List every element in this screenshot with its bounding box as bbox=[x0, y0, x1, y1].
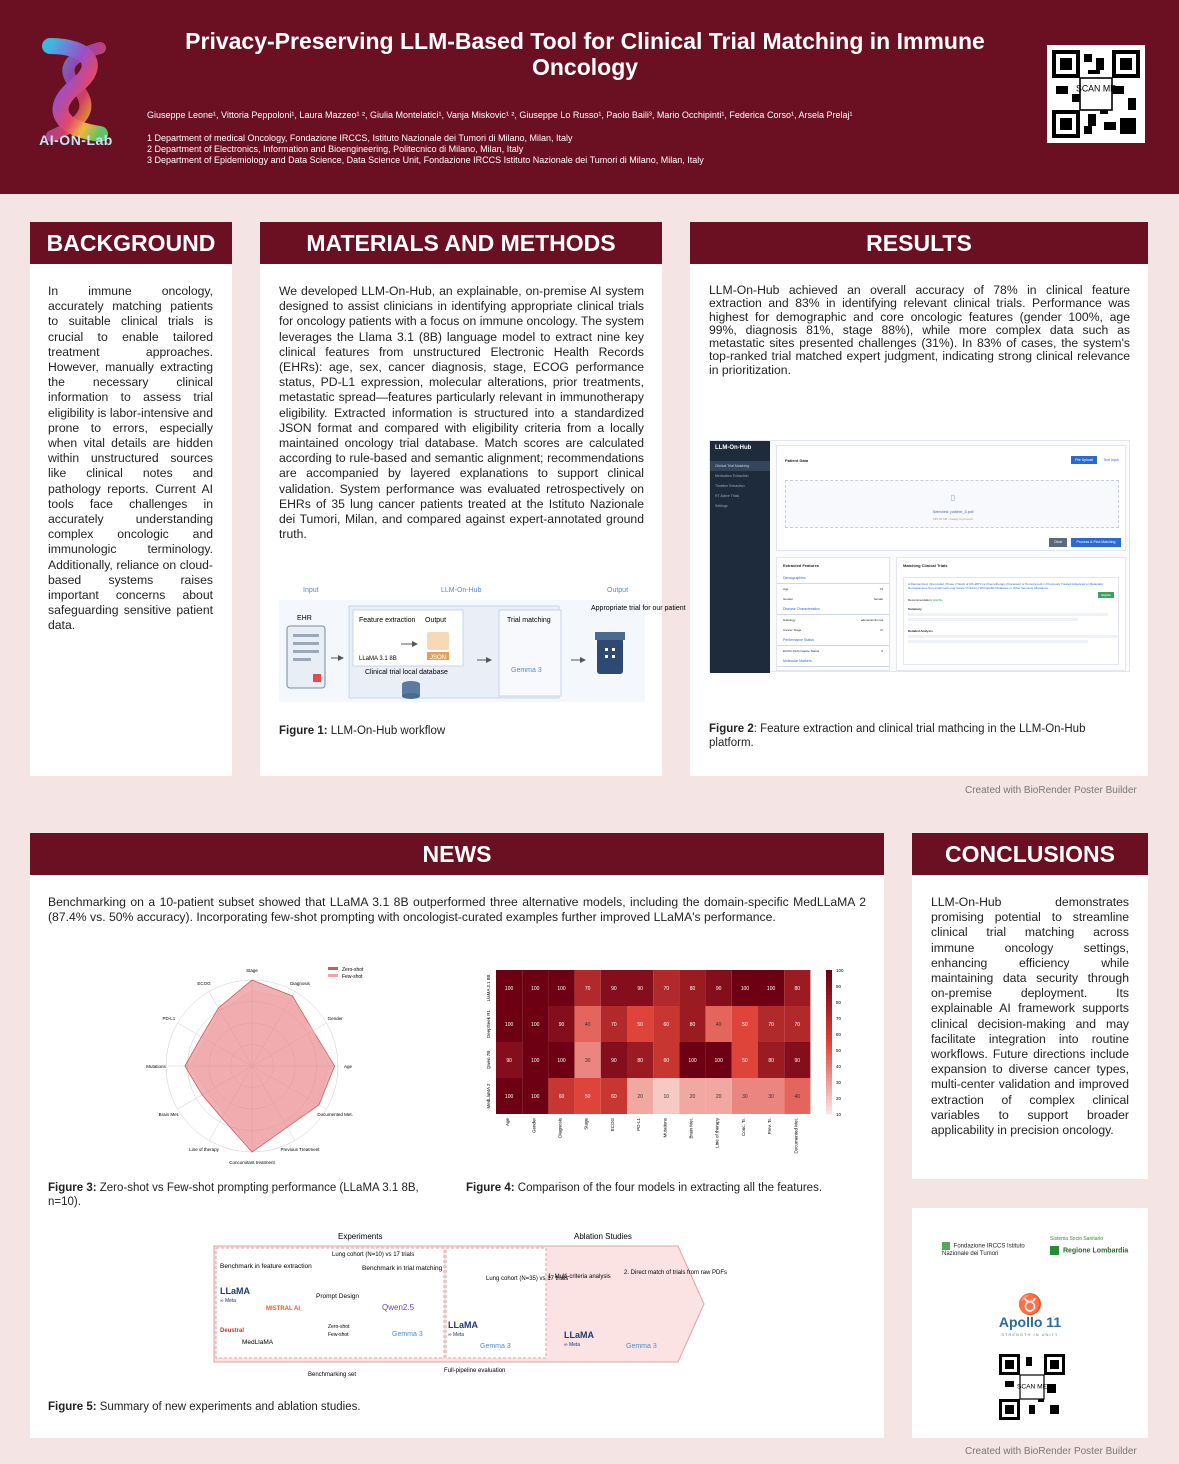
figure2-label: Figure 2 bbox=[709, 723, 754, 735]
workflow-hub-label: LLM-On-Hub bbox=[441, 587, 482, 594]
colorbar-segment bbox=[826, 1010, 832, 1014]
heatmap-cell-label: 100 bbox=[740, 986, 750, 992]
heatmap-column-label: Age bbox=[505, 1118, 511, 1127]
deustral-label: Deustral bbox=[220, 1328, 245, 1334]
heatmap-column-label: Conc. Tr. bbox=[740, 1118, 746, 1137]
meta-label-2: ∞ Meta bbox=[448, 1332, 465, 1338]
radar-axis-label: Mutations bbox=[146, 1064, 166, 1069]
pipeline-label: Full-pipeline evaluation bbox=[444, 1368, 506, 1374]
colorbar-segment bbox=[826, 1056, 832, 1060]
heatmap-row-label: MedLlaMA 2 bbox=[486, 1083, 491, 1109]
feature-key: Gender bbox=[783, 597, 794, 601]
heatmap-column-label: Line of therapy bbox=[714, 1118, 720, 1148]
colorbar-segment bbox=[826, 1013, 832, 1017]
colorbar-segment bbox=[826, 1085, 832, 1089]
affiliations bbox=[147, 133, 1027, 166]
feature-key: ECOG Performance Status bbox=[783, 649, 820, 653]
app-nav-item[interactable]: Timeline Extraction bbox=[715, 484, 745, 488]
methods-text: We developed LLM-On-Hub, an explainable, on-premise AI system designed to assist clinicians in identifying appropriate clinical trials for oncology patients with a focus on immune oncology. The system leverages the Llama 3.1 (8B) language model to extract nine key clinical features from unstructured Electronic Health Records (EHRs): age, sex, cancer diagnosis, stage, ECOG performance status, PD-L1 expression, molecular alterations, prior treatments, metastatic spread—features particularly relevant in immunotherapy eligibility. Extracted information is structured into a standardized JSON format and compared with eligibility criteria from a locally maintained oncology trial database. Match scores are calculated according to rule-based and semantic alignment; recommendations are accompanied by layered explanations to support clinical validation. System performance was evaluated retrospectively on EHRs of 35 lung cancer patients treated at the Istituto Nazionale dei Tumori, Milan, and compared against expert-annotated ground truth. bbox=[279, 284, 644, 542]
heatmap-cells bbox=[496, 970, 810, 1114]
heatmap-cell-label: 90 bbox=[611, 1058, 617, 1064]
app-sidebar bbox=[710, 441, 770, 673]
colorbar-tick-label: 30 bbox=[836, 1080, 842, 1085]
colorbar-segment bbox=[826, 1028, 832, 1032]
heatmap-cell-label: 50 bbox=[742, 1022, 748, 1028]
colorbar-tick-label: 20 bbox=[836, 1096, 842, 1101]
colorbar-segment bbox=[826, 1103, 832, 1107]
app-nav-item[interactable]: RT Active Trials bbox=[715, 494, 740, 498]
demographics-header: Demographics bbox=[777, 573, 889, 584]
heatmap-cell-label: 50 bbox=[637, 1022, 643, 1028]
recommendation-key: Recommendation: bbox=[908, 598, 933, 602]
colorbar-segment bbox=[826, 1082, 832, 1086]
workflow-db-label: Clinical trial local database bbox=[365, 669, 448, 676]
affiliation-2: 2 Department of Electronics, Information and Bioengineering, Politecnico di Milano, Milan, Italy bbox=[147, 144, 524, 154]
colorbar-segment bbox=[826, 1020, 832, 1024]
heatmap-cell-label: 90 bbox=[637, 986, 643, 992]
text-input-tab[interactable]: Text Input bbox=[1103, 458, 1119, 462]
figure2-caption bbox=[709, 722, 1130, 750]
results-text: LLM-On-Hub achieved an overall accuracy of 78% in clinical feature extraction and 83% in identifying relevant clinical trials. Performance was highest for demographic and core oncologic features (gender 100%, age 99%, diagnosis 81%, stage 88%), while more complex data such as metastatic sites presented challenges (31%). In 83% of cases, the system's top-ranked trial matched expert judgment, indicating strong clinical relevance in prioritization. bbox=[709, 283, 1130, 377]
heatmap-cell-label: 100 bbox=[531, 1058, 540, 1064]
heatmap-cell-label: 100 bbox=[531, 986, 540, 992]
radar-axis-label: Line of therapy bbox=[189, 1147, 219, 1153]
radar-series-polygon bbox=[190, 990, 329, 1147]
figure1-caption bbox=[279, 724, 644, 738]
medication-icon bbox=[595, 632, 625, 674]
colorbar-segment bbox=[826, 1042, 832, 1046]
regione-logo bbox=[1050, 1246, 1128, 1255]
lungs-icon: ♉ bbox=[1017, 1294, 1043, 1316]
heatmap-cell-label: 70 bbox=[611, 1022, 617, 1028]
regione-icon bbox=[1050, 1246, 1059, 1255]
background-heading: BACKGROUND bbox=[30, 222, 232, 264]
app-nav-item[interactable]: Medication Extraction bbox=[715, 474, 749, 478]
colorbar-segment bbox=[826, 1024, 832, 1028]
background-text: In immune oncology, accurately matching patients to suitable clinical trials is crucial to enable tailored treatment approaches. However, manually extracting the necessary clinical information to assess trial eligibility is labor-intensive and prone to errors, especially when vital details are hidden within unstructured sources like clinical notes and pathology reports. Current AI tools face challenges in accurately understanding complex oncologic and immunologic terminology. Additionally, reliance on cloud-based systems raises important concerns about safeguarding sensitive patient data. bbox=[48, 284, 213, 633]
meta-label-3: ∞ Meta bbox=[564, 1342, 581, 1348]
heatmap-cell-label: 90 bbox=[506, 1058, 512, 1064]
colorbar-segment bbox=[826, 970, 832, 974]
heatmap-cell-label: 100 bbox=[504, 1022, 514, 1028]
feature-value: IV bbox=[880, 628, 883, 632]
feature-key: Age bbox=[783, 587, 789, 591]
colorbar-tick-label: 10 bbox=[836, 1112, 842, 1117]
feature-row bbox=[777, 615, 889, 625]
figure5-caption bbox=[48, 1400, 866, 1414]
gemma-label-1: Gemma 3 bbox=[392, 1331, 423, 1338]
radar-axis-label: Stage bbox=[246, 968, 258, 973]
database-icon bbox=[402, 681, 420, 699]
ehr-icon bbox=[287, 626, 325, 688]
heatmap-cell-label: 80 bbox=[689, 986, 696, 992]
workflow-appropriate-label bbox=[591, 605, 686, 612]
colorbar-segment bbox=[826, 1089, 832, 1093]
heatmap-cell-label: 50 bbox=[584, 1094, 591, 1100]
direct-match-label: 2. Direct match of trials from raw PDFs bbox=[624, 1270, 728, 1276]
appropriate-trial-text: Appropriate trial for our patient bbox=[591, 605, 686, 612]
recommendation-label bbox=[908, 598, 1114, 602]
feature-extraction-text: Feature extraction bbox=[359, 617, 416, 624]
disease-header: Disease Characteristics bbox=[777, 604, 889, 615]
qr-code-bottom[interactable] bbox=[999, 1354, 1065, 1420]
heatmap-cell-label: 90 bbox=[715, 986, 722, 992]
file-upload-tab[interactable]: File Upload bbox=[1071, 456, 1097, 464]
heatmap-cell-label: 100 bbox=[504, 1094, 514, 1100]
biorender-credit-top: Created with BioRender Poster Builder bbox=[965, 785, 1137, 796]
qwen-label: Qwen2.5 bbox=[382, 1303, 415, 1312]
heatmap-cell-label: 20 bbox=[637, 1094, 643, 1100]
feature-key: Histology bbox=[783, 618, 796, 622]
heatmap-cell-label: 100 bbox=[531, 1022, 540, 1028]
heatmap-cell-label: 40 bbox=[794, 1094, 801, 1100]
feature-value: 0 bbox=[881, 649, 883, 653]
extracted-features-title: Extracted Features bbox=[783, 563, 820, 568]
lung35-label: Lung cohort (N=35) vs 17 trials bbox=[486, 1276, 569, 1282]
colorbar-tick-label: 70 bbox=[836, 1016, 842, 1021]
heatmap-column-label: Documented Met. bbox=[793, 1118, 799, 1154]
figure4-caption bbox=[466, 1181, 866, 1195]
colorbar-segment bbox=[826, 1107, 832, 1111]
lung10-label: Lung cohort (N=10) vs 17 trials bbox=[332, 1252, 415, 1258]
benchmarking-set-label: Benchmarking set bbox=[308, 1372, 357, 1378]
heatmap-cell-label: 70 bbox=[794, 1022, 801, 1028]
colorbar-segment bbox=[826, 1074, 832, 1078]
feature-row bbox=[777, 584, 889, 594]
qr-code-bottom-icon bbox=[999, 1354, 1065, 1420]
prompt-label: Prompt Design bbox=[316, 1293, 359, 1300]
heatmap-row-label: Qwen 7B bbox=[486, 1050, 491, 1070]
methods-heading: MATERIALS AND METHODS bbox=[260, 222, 662, 264]
qr-scan-label: SCAN ME bbox=[1075, 83, 1117, 94]
matching-trials-title: Matching Clinical Trials bbox=[903, 563, 948, 568]
colorbar-segment bbox=[826, 1096, 832, 1100]
extracted-features-card bbox=[776, 557, 890, 671]
patient-data-title: Patient Data bbox=[785, 458, 809, 463]
heatmap-cell-label: 30 bbox=[584, 1058, 591, 1064]
workflow-feature-label bbox=[359, 617, 416, 624]
figure5-text: Summary of new experiments and ablation studies. bbox=[96, 1401, 361, 1413]
eligible-badge: Eligible bbox=[1098, 592, 1114, 598]
heatmap-cell-label: 30 bbox=[742, 1094, 748, 1100]
feature-value: adenocarcinoma bbox=[860, 618, 883, 622]
experiments-figure bbox=[212, 1230, 728, 1380]
heatmap-column-label: Mutations bbox=[662, 1118, 668, 1138]
app-brand: LLM-On-Hub bbox=[715, 445, 752, 451]
experiments-title: Experiments bbox=[338, 1232, 383, 1241]
figure2-text: : Feature extraction and clinical trial mathcing in the LLM-On-Hub platform. bbox=[709, 723, 1086, 749]
news-heading: NEWS bbox=[30, 833, 884, 875]
feature-row bbox=[777, 594, 889, 604]
legend-swatch-zero-shot bbox=[328, 967, 338, 970]
colorbar-segment bbox=[826, 977, 832, 981]
app-nav-item[interactable]: Clinical Trial Matching bbox=[710, 461, 770, 471]
colorbar-segment bbox=[826, 1053, 832, 1057]
colorbar-segment bbox=[826, 1078, 832, 1082]
heatmap-column-label: Prev. Tr. bbox=[767, 1118, 773, 1135]
figure3-caption bbox=[48, 1181, 448, 1209]
json-icon bbox=[427, 632, 449, 650]
heatmap-cell-label: 20 bbox=[715, 1094, 722, 1100]
heatmap-cell-label: 10 bbox=[663, 1094, 670, 1100]
feature-row bbox=[777, 625, 889, 635]
fondazione-text: Fondazione IRCCS Istituto Nazionale dei Tumori bbox=[942, 1243, 1025, 1257]
trial-title: A Randomized, Open-label, Phase 3 Study of MK-2870 vs Chemotherapy (Docetaxel or Pemetrexed) in Previously Treated Advanced or Metastatic Nonsquamous Non-small Cell Lung Cancer (NSCLC) With EGFR Mutations or Other Genomic Alterations bbox=[908, 582, 1104, 590]
legend-few-shot: Few-shot bbox=[342, 974, 363, 980]
colorbar-segment bbox=[826, 981, 832, 985]
apollo-logo: Apollo 11 bbox=[998, 1314, 1062, 1330]
colorbar-tick-label: 90 bbox=[836, 984, 842, 989]
colorbar-segment bbox=[826, 974, 832, 978]
colorbar-segment bbox=[826, 992, 832, 996]
gemma-label-2: Gemma 3 bbox=[480, 1343, 511, 1350]
radar-axis-label: PD-L1 bbox=[162, 1016, 176, 1021]
heatmap-column-label: Brain Met. bbox=[688, 1118, 694, 1139]
app-nav-item[interactable]: Settings bbox=[715, 504, 728, 508]
radar-axis-label: ECOG bbox=[197, 980, 211, 986]
colorbar-segment bbox=[826, 1049, 832, 1053]
qr-code-icon bbox=[1052, 50, 1140, 138]
logos-panel bbox=[912, 1208, 1148, 1438]
colorbar-segment bbox=[826, 1017, 832, 1021]
heatmap-chart bbox=[480, 966, 850, 1176]
colorbar-segment bbox=[826, 1071, 832, 1075]
radar-series bbox=[185, 980, 335, 1152]
file-icon: ▯ bbox=[950, 493, 956, 502]
feature-row bbox=[777, 646, 889, 656]
colorbar-segment bbox=[826, 1035, 832, 1039]
heatmap-row-label: DeepSeek R1 bbox=[486, 1009, 491, 1039]
figure3-text: Zero-shot vs Few-shot prompting performance (LLaMA 3.1 8B, n=10). bbox=[48, 1182, 419, 1208]
colorbar-segment bbox=[826, 1100, 832, 1104]
workflow-json-label: JSON bbox=[429, 655, 447, 661]
fondazione-icon bbox=[942, 1242, 950, 1250]
heatmap-cell-label: 80 bbox=[637, 1058, 643, 1064]
heatmap-cell-label: 90 bbox=[611, 986, 617, 992]
feature-value: 73 bbox=[879, 587, 883, 591]
colorbar-tick-label: 50 bbox=[836, 1048, 842, 1053]
legend-zero-shot: Zero-shot bbox=[342, 967, 364, 973]
news-text: Benchmarking on a 10-patient subset showed that LLaMA 3.1 8B outperformed three alternative models, including the domain-specific MedLLaMA 2 (87.4% vs. 50% accuracy). Incorporating few-shot prompting with oncologist-curated examples further improved LLaMA's performance. bbox=[48, 895, 866, 925]
heatmap-cell-label: 100 bbox=[557, 986, 566, 992]
colorbar-segment bbox=[826, 984, 832, 988]
workflow-llama-label: LLaMA 3.1 8B bbox=[359, 656, 397, 662]
patient-data-card bbox=[776, 445, 1126, 551]
poster-header bbox=[0, 0, 1179, 194]
heatmap-row-label: LlaMA 3.1 8B bbox=[486, 974, 491, 1002]
medllama-label: MedLlaMA bbox=[242, 1339, 274, 1346]
heatmap-cell-label: 30 bbox=[768, 1094, 774, 1100]
radar-axis-label: Brain Met. bbox=[158, 1112, 180, 1117]
colorbar-segment bbox=[826, 1031, 832, 1035]
feature-value: female bbox=[873, 597, 883, 601]
multi-criteria-label: 1. Multi-criteria analysis bbox=[548, 1274, 611, 1280]
figure5-label: Figure 5: bbox=[48, 1401, 97, 1413]
conclusions-heading: CONCLUSIONS bbox=[912, 833, 1148, 875]
selected-file: Selected: patient_5.pdf bbox=[932, 509, 974, 514]
heatmap-column-labels bbox=[505, 1117, 798, 1153]
process-button[interactable]: Process & Find Matching bbox=[1071, 538, 1121, 547]
detailed-label: Detailed Analysis bbox=[908, 629, 933, 633]
heatmap-cell-label: 70 bbox=[584, 986, 591, 992]
colorbar-segment bbox=[826, 1067, 832, 1071]
colorbar-segment bbox=[826, 1060, 832, 1064]
heatmap-cell-label: 100 bbox=[714, 1058, 723, 1064]
conclusions-text: LLM-On-Hub demonstrates promising potential to streamline clinical trial matching across immune oncology settings, enhancing efficiency while maintaining data security through on-premise deployment. Its explainable AI framework supports clinical decision-making and may facilitate integration into routine workflows. Future directions include expansion to diverse cancer types, multi-center validation and improved extraction of complex clinical variables to support broader applicability in precision oncology. bbox=[931, 895, 1129, 1138]
poster-title: Privacy-Preserving LLM-Based Tool for Clinical Trial Matching in Immune Oncology bbox=[185, 28, 985, 80]
bench-feature-label: Benchmark in feature extraction bbox=[220, 1263, 312, 1270]
zero-shot-label: Zero-shot bbox=[328, 1324, 350, 1330]
feature-key: Cancer Stage bbox=[783, 628, 802, 632]
heatmap-cell-label: 70 bbox=[768, 1022, 774, 1028]
legend-swatch-few-shot bbox=[328, 974, 338, 977]
matching-trials-card bbox=[896, 557, 1126, 671]
radar-axis-label: Diagnosis bbox=[290, 980, 310, 986]
mistral-label: MISTRAL AI_ bbox=[266, 1306, 304, 1312]
clear-button[interactable]: Clear bbox=[1049, 538, 1067, 547]
workflow-figure bbox=[279, 580, 686, 706]
radar-axis-label: Gender bbox=[327, 1016, 343, 1021]
fondazione-logo bbox=[942, 1242, 1032, 1258]
workflow-matching-label: Trial matching bbox=[507, 617, 551, 624]
heatmap-cell-label: 80 bbox=[689, 1022, 696, 1028]
figure4-text: Comparison of the four models in extracting all the features. bbox=[514, 1182, 823, 1194]
radar-legend bbox=[328, 967, 364, 980]
heatmap-cell-label: 100 bbox=[504, 986, 514, 992]
heatmap-column-label: Gender bbox=[531, 1118, 537, 1134]
heatmap-column-label: ECOG bbox=[609, 1118, 615, 1132]
llama-label-1: LLaMA bbox=[220, 1286, 250, 1296]
colorbar-tick-label: 100 bbox=[836, 968, 844, 973]
qr-bottom-scan-label: SCAN ME bbox=[1016, 1383, 1048, 1391]
affiliation-1: 1 Department of medical Oncology, Fondazione IRCCS, Istituto Nazionale dei Tumori di Milano, Milan, Italy bbox=[147, 133, 573, 143]
colorbar-segment bbox=[826, 1110, 832, 1114]
heatmap-cell-label: 40 bbox=[584, 1022, 591, 1028]
radar-axis-label: Previous Treatment bbox=[280, 1147, 320, 1153]
llama-label-3: LLaMA bbox=[564, 1330, 594, 1340]
logo-text: AI-ON-Lab bbox=[39, 132, 113, 148]
heatmap-row-labels bbox=[486, 975, 491, 1109]
heatmap-column-label: Stage bbox=[583, 1118, 589, 1130]
apollo-tagline: STRENGTH IN UNITY bbox=[1001, 1332, 1059, 1337]
heatmap-cell-label: 100 bbox=[688, 1058, 697, 1064]
heatmap-cell-label: 90 bbox=[794, 1058, 801, 1064]
colorbar-segment bbox=[826, 1064, 832, 1068]
heatmap-cell-label: 90 bbox=[558, 1022, 565, 1028]
few-shot-label: Few-shot bbox=[328, 1332, 349, 1338]
heatmap-cell-label: 70 bbox=[663, 986, 670, 992]
figure4-label: Figure 4: bbox=[466, 1182, 515, 1194]
heatmap-column-label: Diagnosis bbox=[557, 1118, 563, 1138]
file-status: 195.43 KB - Ready to process bbox=[932, 517, 974, 521]
colorbar-tick-label: 40 bbox=[836, 1064, 842, 1069]
heatmap-cell-label: 60 bbox=[663, 1058, 670, 1064]
heatmap-cell-label: 60 bbox=[558, 1094, 565, 1100]
colorbar-segment bbox=[826, 1046, 832, 1050]
gemma-label-3: Gemma 3 bbox=[626, 1343, 657, 1350]
llama-label-2: LLaMA bbox=[448, 1320, 478, 1330]
workflow-output-label: Output bbox=[607, 587, 629, 594]
colorbar-segment bbox=[826, 988, 832, 992]
app-screenshot bbox=[709, 440, 1130, 672]
authors: Giuseppe Leone¹, Vittoria Peppoloni¹, Laura Mazzeo¹ ², Giulia Montelatici¹, Vanja Miskovic¹ ², Giuseppe Lo Russo¹, Paolo Baili³, Mario Occhipinti¹, Federica Corso¹, Arsela Prelaj¹ bbox=[147, 110, 853, 120]
workflow-output-box-label: Output bbox=[425, 617, 447, 624]
molecular-header: Molecular Markers bbox=[777, 656, 889, 667]
trial-card[interactable] bbox=[903, 577, 1119, 665]
workflow-gemma-label: Gemma 3 bbox=[511, 667, 542, 674]
colorbar-segment bbox=[826, 1002, 832, 1006]
colorbar-tick-label: 60 bbox=[836, 1032, 842, 1037]
performance-header: Performance Status bbox=[777, 635, 889, 646]
meta-label-1: ∞ Meta bbox=[220, 1298, 237, 1304]
heatmap-cell-label: 100 bbox=[531, 1094, 540, 1100]
heatmap-cell-label: 20 bbox=[689, 1094, 696, 1100]
colorbar-segment bbox=[826, 995, 832, 999]
summary-label: Summary bbox=[908, 607, 922, 611]
heatmap-column-label: PD-L1 bbox=[636, 1118, 642, 1131]
colorbar-segment bbox=[826, 999, 832, 1003]
heatmap-cell-label: 60 bbox=[663, 1022, 670, 1028]
heatmap-cell-label: 100 bbox=[557, 1058, 566, 1064]
heatmap-cell-label: 100 bbox=[766, 986, 776, 992]
heatmap-cell-label: 80 bbox=[794, 986, 801, 992]
heatmap-colorbar bbox=[826, 968, 844, 1117]
sistema-text: Sistema Socio Sanitario bbox=[1050, 1236, 1104, 1242]
qr-code[interactable] bbox=[1047, 45, 1145, 143]
radar-chart bbox=[130, 962, 380, 1170]
workflow-ehr-label: EHR bbox=[297, 615, 312, 622]
upload-dropzone[interactable] bbox=[785, 480, 1119, 528]
colorbar-segment bbox=[826, 1038, 832, 1042]
affiliation-3: 3 Department of Epidemiology and Data Science, Data Science Unit, Fondazione IRCCS Istituto Nazionale dei Tumori di Milano, Milan, Italy bbox=[147, 155, 704, 165]
colorbar-segment bbox=[826, 1006, 832, 1010]
figure1-label: Figure 1: bbox=[279, 725, 328, 737]
colorbar-tick-label: 80 bbox=[836, 1000, 842, 1005]
radar-axis-label: Age bbox=[343, 1064, 353, 1069]
regione-text: Regione Lombardia bbox=[1062, 1247, 1129, 1255]
heatmap-cell-label: 40 bbox=[715, 1022, 722, 1028]
heatmap-cell-label: 50 bbox=[742, 1058, 748, 1064]
biorender-credit-bottom: Created with BioRender Poster Builder bbox=[965, 1446, 1137, 1457]
radar-axis-label: Concomitant treatment bbox=[229, 1160, 275, 1165]
radar-axis-label: Documented Met. bbox=[317, 1112, 353, 1117]
ablation-title: Ablation Studies bbox=[574, 1232, 632, 1241]
bench-trial-label: Benchmark in trial matching bbox=[362, 1265, 443, 1272]
figure3-label: Figure 3: bbox=[48, 1182, 97, 1194]
colorbar-segment bbox=[826, 1092, 832, 1096]
recommendation-value: Eligible bbox=[933, 598, 943, 602]
figure1-text: LLM-On-Hub workflow bbox=[327, 725, 446, 737]
heatmap-cell-label: 80 bbox=[768, 1058, 774, 1064]
workflow-input-label: Input bbox=[303, 587, 319, 594]
results-heading: RESULTS bbox=[690, 222, 1148, 264]
heatmap-cell-label: 60 bbox=[611, 1094, 617, 1100]
